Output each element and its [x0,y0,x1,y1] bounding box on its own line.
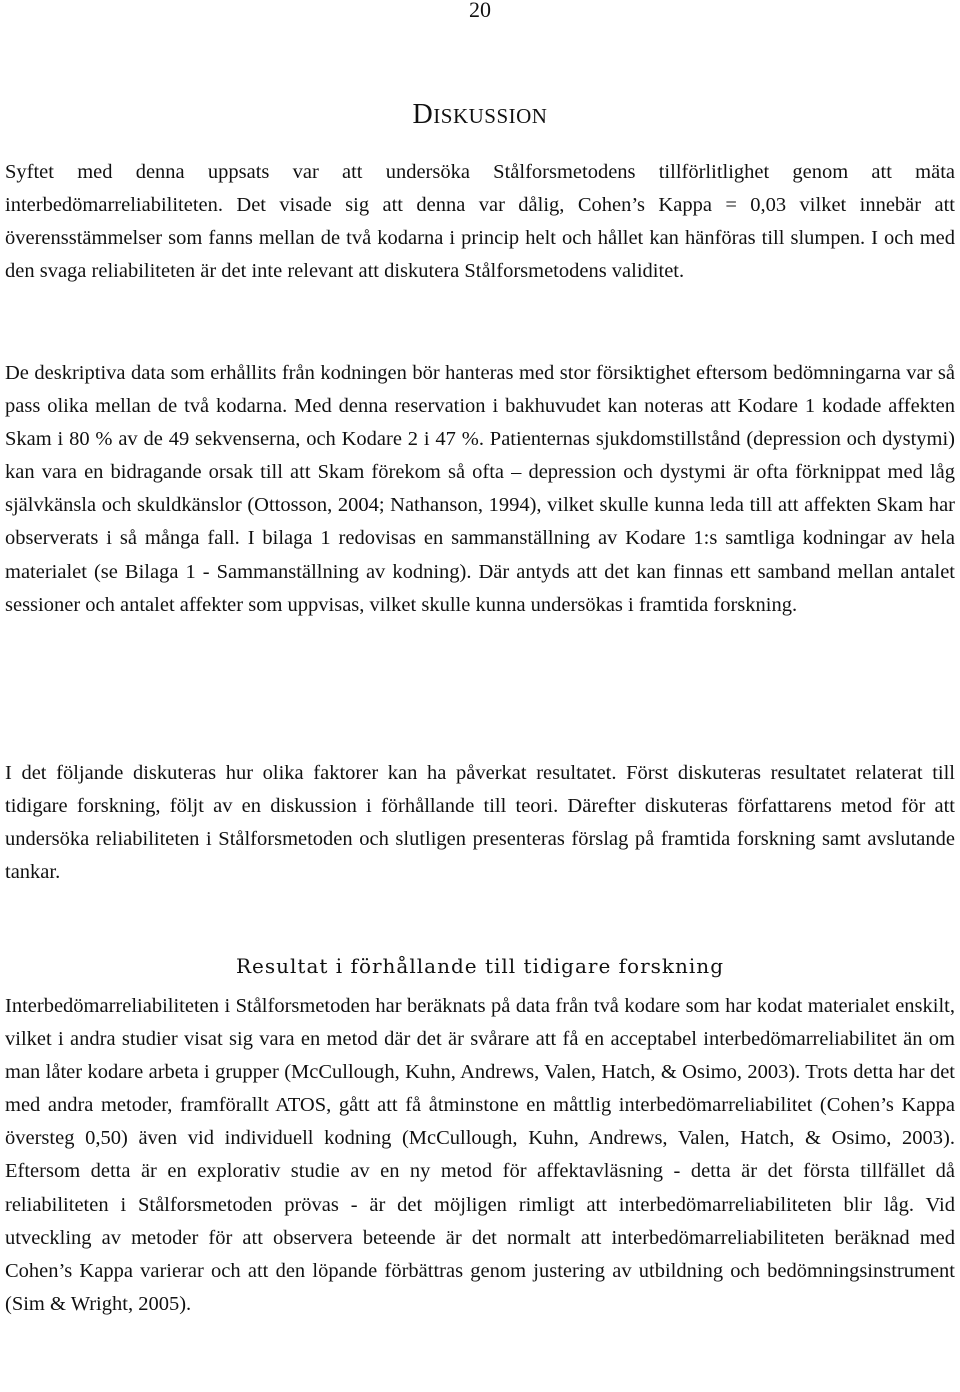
paragraph-deskriptiva-data: De deskriptiva data som erhållits från kodningen bör hanteras med stor försiktighet eftersom bedömningarna var så pass olika mellan de två kodarna. Med denna reservation i bakhuvudet kan noteras att Kodare 1 kodade affekten Skam i 80 % av de 49 sekvenserna, och Kodare 2 i 47 %. Patienternas sjukdomstillstånd (depression och dystymi) kan vara en bidragande orsak till att Skam förekom så ofta – depression och dystymi är ofta förknippat med låg självkänsla och skuldkänslor (Ottosson, 2004; Nathanson, 1994), vilket skulle kunna leda till att affekten Skam har observerats i så många fall. I bilaga 1 redovisas en sammanställning av Kodare 1:s samtliga kodningar av hela materialet (se Bilaga 1 - Sammanställning av kodning). Där antyds att det kan finnas ett samband mellan antalet sessioner och antalet affekter som uppvisas, vilket skulle kunna undersökas i framtida forskning. [5,362,955,616]
paragraph-disposition: I det följande diskuteras hur olika faktorer kan ha påverkat resultatet. Först diskuteras resultatet relaterat till tidigare forskning, följt av en diskussion i förhållande till teori. Därefter diskuteras författarens metod för att undersöka reliabiliteten i Stålforsmetoden och slutligen presenteras förslag på framtida forskning samt avslutande tankar. [5,762,955,884]
page-number: 20 [469,0,491,22]
section-heading [0,98,960,133]
subsection-heading: Resultat i förhållande till tidigare forskning [236,954,724,978]
paragraph-syfte: Syftet med denna uppsats var att undersöka Stålforsmetodens tillförlitlighet genom att mäta interbedömarreliabiliteten. Det visade sig att denna var dålig, Cohen’s Kappa = 0,03 vilket innebär att överensstämmelser som fanns mellan de två kodarna i princip helt och hållet kan hänföras till slumpen. I och med den svaga reliabiliteten är det inte relevant att diskutera Stålforsmetodens validitet. [5,161,955,283]
paragraph-tidigare-forskning: Interbedömarreliabiliteten i Stålforsmetoden har beräknats på data från två kodare som har kodat materialet enskilt, vilket i andra studier visat sig vara en metod där det är svårare att få en acceptabel interbedömarreliabilitet än om man låter kodare arbeta i grupper (McCullough, Kuhn, Andrews, Valen, Hatch, & Osimo, 2003). Trots detta har det med andra metoder, framförallt ATOS, gått att få åtminstone en måttlig interbedömarreliabilitet (Cohen’s Kappa översteg 0,50) även vid individuell kodning (McCullough, Kuhn, Andrews, Valen, Hatch, & Osimo, 2003). Eftersom detta är en explorativ studie av en ny metod för affektavläsning - detta är det första tillfället då reliabiliteten i Stålforsmetoden prövas - är det möjligen rimligt att interbedömarreliabiliteten blir låg. Vid utveckling av metoder för att observera beteende är det normalt att interbedömarreliabiliteten beräknad med Cohen’s Kappa varierar och att den löpande förbättras genom justering av utbildning och bedömningsinstrument (Sim & Wright, 2005). [5,995,955,1315]
heading-first-letter: D [412,99,434,130]
heading-rest: ISKUSSION [433,104,548,128]
